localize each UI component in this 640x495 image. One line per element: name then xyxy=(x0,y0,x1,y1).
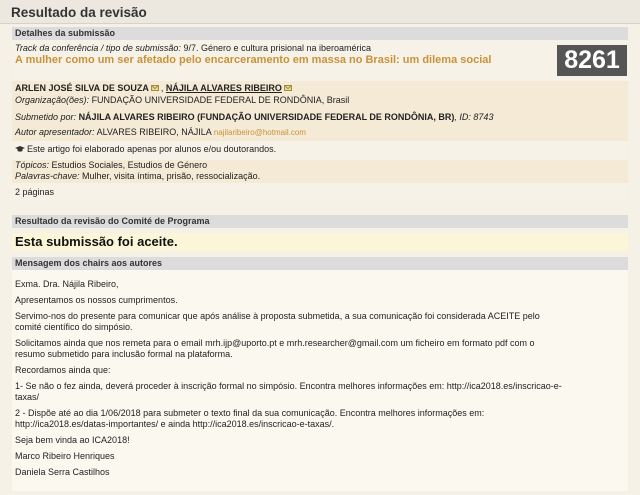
message-paragraph: Apresentamos os nossos cumprimentos. xyxy=(15,295,178,305)
graduation-cap-icon xyxy=(15,146,25,152)
student-note-panel xyxy=(12,141,628,160)
submission-details-label: Detalhes da submissão xyxy=(15,28,116,38)
keywords-line xyxy=(15,171,260,181)
presenter-email-link[interactable]: najilaribeiro@hotmail.com xyxy=(213,128,306,137)
page-title: Resultado da revisão xyxy=(11,5,147,20)
submission-title-panel xyxy=(12,40,628,81)
author-separator: , xyxy=(160,83,164,93)
authors-panel xyxy=(12,81,628,141)
message-signature: Daniela Serra Castilhos xyxy=(15,467,110,477)
message-paragraph: resumo submetido para inclusão formal na plataforma. xyxy=(15,349,233,359)
submitted-by-line xyxy=(15,112,493,122)
student-note: Este artigo foi elaborado apenas por alunos e/ou doutorandos. xyxy=(27,144,277,154)
topics-value: Estudios Sociales, Estudios de Género xyxy=(51,160,208,170)
chairs-message-header xyxy=(12,257,628,270)
org-label: Organização(ões): xyxy=(15,95,90,105)
message-signature: Marco Ribeiro Henriques xyxy=(15,451,115,461)
review-result-header xyxy=(12,215,628,228)
org-value: FUNDAÇÃO UNIVERSIDADE FEDERAL DE RONDÔNIA, Brasil xyxy=(91,95,350,105)
review-result-label: Resultado da revisão do Comité de Programa xyxy=(15,216,210,226)
author-2[interactable]: NÁJILA ALVARES RIBEIRO xyxy=(165,83,282,93)
authors-line xyxy=(15,83,294,93)
author-1[interactable]: ARLEN JOSÉ SILVA DE SOUZA xyxy=(15,83,149,93)
submission-details-header xyxy=(12,27,628,40)
page-header xyxy=(0,0,640,24)
keywords-value: Mulher, visita íntima, prisão, ressocialização. xyxy=(82,171,261,181)
topics-line xyxy=(15,160,207,170)
mail-icon[interactable] xyxy=(284,85,292,91)
pages-count: 2 páginas xyxy=(15,187,55,197)
decision-text: Esta submissão foi aceite. xyxy=(15,234,178,249)
organization-line xyxy=(15,95,349,105)
student-note-line xyxy=(15,144,276,154)
track-label: Track da conferência / tipo de submissão: xyxy=(15,43,181,53)
topics-panel xyxy=(12,160,628,183)
message-paragraph: http://ica2018.es/datas-importantes/ e ainda http://ica2018.es/inscricao-e-taxas/. xyxy=(15,419,335,429)
message-paragraph: taxas/ xyxy=(15,392,40,402)
pages-panel xyxy=(12,183,628,200)
message-paragraph: Recordamos ainda que: xyxy=(15,365,111,375)
submitted-value: NÁJILA ALVARES RIBEIRO (FUNDAÇÃO UNIVERSIDADE FEDERAL DE RONDÔNIA, BR) xyxy=(78,112,455,122)
keywords-label: Palavras-chave: xyxy=(15,171,80,181)
message-paragraph: comité científico do simpósio. xyxy=(15,322,133,332)
submission-id-badge: 8261 xyxy=(557,45,627,76)
mail-icon[interactable] xyxy=(151,85,159,91)
topics-label: Tópicos: xyxy=(15,160,50,170)
track-value: 9/7. Género e cultura prisional na iberoamérica xyxy=(183,43,372,53)
presenter-value: ALVARES RIBEIRO, NÁJILA xyxy=(96,127,212,137)
message-paragraph: Seja bem vinda ao ICA2018! xyxy=(15,435,130,445)
chairs-message-label: Mensagem dos chairs aos autores xyxy=(15,258,163,268)
message-greeting: Exma. Dra. Nájila Ribeiro, xyxy=(15,279,119,289)
presenter-label: Autor apresentador: xyxy=(15,127,95,137)
message-paragraph: Servimo-nos do presente para comunicar que após análise à proposta submetida, a sua comunicação foi considerada ACEITE pelo xyxy=(15,311,540,321)
decision-banner xyxy=(12,233,628,251)
submitted-id: , ID: 8743 xyxy=(454,112,494,122)
chairs-message-body xyxy=(12,270,628,491)
message-paragraph: Solicitamos ainda que nos remeta para o email mrh.ijp@uporto.pt e mrh.researcher@gmail.com um ficheiro em formato pdf com o xyxy=(15,338,535,348)
message-paragraph: 2 - Dispõe até ao dia 1/06/2018 para submeter o texto final da sua comunicação. Encontra melhores informações em: xyxy=(15,408,485,418)
message-paragraph: 1- Se não o fez ainda, deverá proceder à inscrição formal no simpósio. Encontra melhores informações em: http://ica2018.es/inscricao-e- xyxy=(15,381,562,391)
submission-title: A mulher como um ser afetado pelo encarceramento em massa no Brasil: um dilema social xyxy=(15,54,492,66)
presenter-line xyxy=(15,127,306,137)
track-line xyxy=(15,43,371,53)
submitted-label: Submetido por: xyxy=(15,112,77,122)
